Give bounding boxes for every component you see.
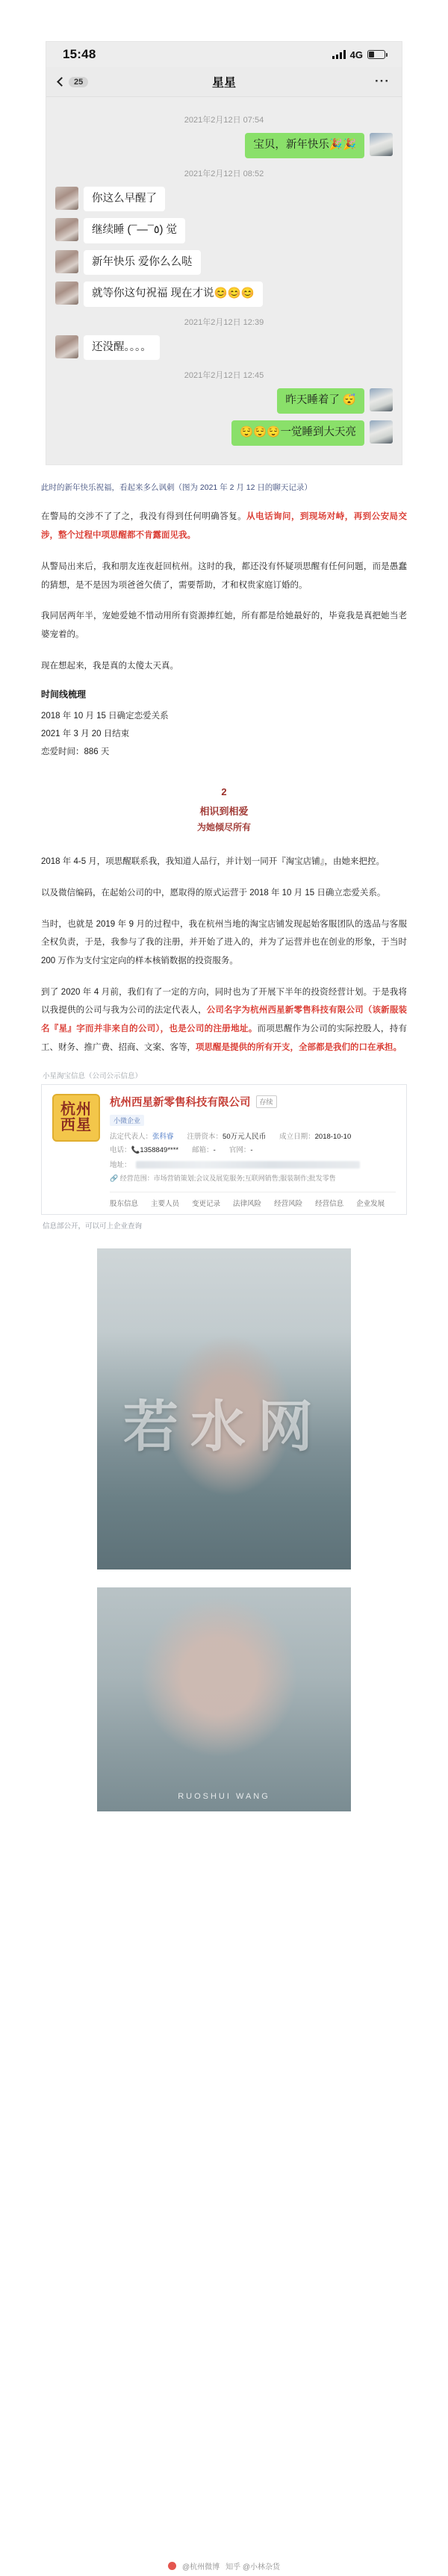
paragraph-8-highlight-b: 项思醒是提供的所有开支，全部都是我们的口在承担。 — [196, 1042, 402, 1052]
capital-label: 注册资本： — [187, 1132, 223, 1141]
timeline-item: 2021 年 3 月 20 日结束 — [41, 729, 130, 738]
timeline-item: 2018 年 10 月 15 日确定恋爱关系 — [41, 712, 169, 721]
message-timestamp: 2021年2月12日 12:45 — [184, 371, 264, 381]
avatar — [370, 133, 393, 156]
email-field — [192, 1144, 216, 1158]
company-details — [110, 1094, 396, 1214]
chat-message — [55, 420, 393, 446]
more-options-icon[interactable]: ··· — [375, 74, 390, 89]
company-address-row — [110, 1158, 396, 1172]
capital-value: 50万元人民币 — [223, 1132, 267, 1141]
source-label: @杭州微博 — [181, 2563, 220, 2572]
chevron-left-icon — [57, 77, 66, 87]
paragraph-5: 2018 年 4-5 月，项思醒联系我，我知道人品行，并计划一同开『淘宝店铺』，由她来把控。 — [41, 857, 385, 867]
legal-rep-field — [110, 1130, 174, 1145]
image-caption: 此时的新年快乐祝福，看起来多么讽刺（图为 2021 年 2 月 12 日的聊天记录） — [41, 482, 312, 492]
message-bubble-incoming: 就等你这句祝福 现在才说😊😊😊 — [84, 281, 263, 307]
email-label: 邮箱： — [192, 1146, 214, 1155]
signal-icon — [332, 50, 346, 59]
company-card-tabs — [110, 1192, 396, 1214]
business-scope-label: 经营范围： — [119, 1174, 154, 1182]
message-timestamp: 2021年2月12日 07:54 — [184, 116, 264, 125]
weibo-icon — [168, 2562, 176, 2570]
website-label: 官网： — [228, 1146, 251, 1155]
address-redacted — [136, 1161, 360, 1169]
back-button[interactable] — [58, 77, 88, 87]
found-date-value: 2018-10-10 — [314, 1132, 352, 1141]
chat-message-list — [46, 97, 402, 464]
message-bubble-outgoing: 宝贝，新年快乐🎉🎉 — [245, 133, 364, 158]
article-body — [41, 465, 407, 1231]
tab-operation-info[interactable]: 经营信息 — [315, 1199, 344, 1208]
company-row-2 — [110, 1144, 396, 1158]
tab-key-personnel[interactable]: 主要人员 — [151, 1199, 180, 1208]
section-number: 2 — [221, 786, 227, 798]
watermark-text: 若水网 — [123, 1396, 325, 1458]
tab-operation-risk[interactable]: 经营风险 — [274, 1199, 303, 1208]
address-label: 地址： — [110, 1160, 131, 1169]
photo-pool-2 — [97, 1587, 351, 1811]
chat-title: 星星 — [211, 77, 236, 90]
tab-change-records[interactable]: 变更记录 — [192, 1199, 221, 1208]
phone-label: 电话： — [110, 1146, 131, 1155]
paragraph-1-highlight: 从电话询问，到现场对峙，再到公安局交涉，整个过程中项思醒都不肯露面见我。 — [41, 512, 408, 541]
found-date-label: 成立日期： — [279, 1132, 315, 1141]
card-footnote: 信息部公开，可以可上企业查询 — [43, 1222, 143, 1231]
paragraph-8-plain-a: 到了 2020 年 4 月前，我们有了一定的方向，同时也为了开展下半年的投资经营计划。于是我将以我提供的公司与我为公司的法定代表人， — [41, 987, 407, 1015]
legal-rep-value[interactable]: 张科睿 — [152, 1132, 174, 1141]
phone-value: 1358849**** — [140, 1146, 179, 1155]
company-registry-card — [41, 1084, 407, 1215]
website-field — [229, 1144, 253, 1158]
battery-icon — [367, 50, 385, 59]
website-value: - — [250, 1146, 253, 1155]
message-bubble-incoming: 新年快乐 爱你么么哒 — [84, 250, 201, 276]
page-footer — [0, 2560, 448, 2572]
message-bubble-incoming: 还没醒。。。。 — [84, 335, 160, 361]
avatar — [370, 420, 393, 444]
phone-field — [110, 1144, 178, 1158]
business-scope-value: 市场营销策划;会议及展览服务;互联网销售;服装制作;批发零售 — [153, 1174, 336, 1182]
chat-message — [55, 335, 393, 361]
company-row-1 — [110, 1130, 396, 1145]
wechat-chat-screenshot — [46, 41, 402, 465]
tab-shareholders[interactable]: 股东信息 — [110, 1199, 139, 1208]
avatar — [55, 187, 78, 210]
status-time: 15:48 — [63, 47, 96, 61]
paragraph-8-highlight-a: 公司名字为杭州西星新零售科技有限公司（该新服装名『星』字而并非来自的公司），也是公司的注册地址。 — [41, 1006, 408, 1034]
capital-field — [187, 1130, 267, 1145]
chat-message — [55, 133, 393, 158]
card-note: 小星淘宝信息（公司公示信息） — [43, 1071, 143, 1080]
tab-legal-risk[interactable]: 法律风险 — [233, 1199, 262, 1208]
chat-navigation-bar — [46, 67, 402, 97]
business-scope-row — [110, 1172, 396, 1185]
company-status-badge: 存续 — [256, 1095, 277, 1108]
watermark-subtext: RUOSHUI WANG — [178, 1791, 270, 1801]
unread-count-badge: 25 — [69, 77, 88, 87]
message-timestamp: 2021年2月12日 08:52 — [184, 169, 264, 178]
photo-pool-1 — [97, 1248, 351, 1569]
timeline-heading: 时间线梳理 — [41, 689, 87, 700]
message-bubble-incoming: 继续睡 (¯―¯٥) 觉 — [84, 218, 185, 243]
legal-rep-label: 法定代表人： — [110, 1132, 153, 1141]
message-bubble-incoming: 你这么早醒了 — [84, 187, 165, 212]
avatar — [55, 335, 78, 358]
phone-status-bar — [46, 42, 402, 67]
paragraph-4: 现在想起来，我是真的太傻太天真。 — [41, 661, 178, 671]
avatar — [370, 388, 393, 411]
tab-company-growth[interactable]: 企业发展 — [356, 1199, 385, 1208]
section-subtitle: 为她倾尽所有 — [196, 822, 251, 833]
network-label: 4G — [349, 49, 363, 60]
company-name-row — [110, 1094, 396, 1110]
paragraph-1-plain: 在警局的交涉不了了之，我没有得到任何明确答复。 — [41, 512, 247, 522]
status-indicators — [332, 49, 385, 60]
found-date-field — [279, 1130, 351, 1145]
paragraph-3: 我同居两年半，宠她爱她不惜动用所有资源捧红她，所有都是给她最好的，毕竟我是真把她当老婆宠着的。 — [41, 612, 407, 639]
message-bubble-outgoing: 昨天睡着了 😴 — [277, 388, 364, 414]
paragraph-1 — [41, 508, 407, 544]
avatar — [55, 218, 78, 241]
chat-message — [55, 281, 393, 307]
company-size-chip: 小微企业 — [110, 1115, 144, 1126]
timeline-item: 恋爱时间：886 天 — [41, 747, 110, 756]
chat-message — [55, 187, 393, 212]
message-bubble-outgoing: 😌😌😌一觉睡到大天亮 — [231, 420, 364, 446]
paragraph-6: 以及微信编码，在起始公司的中，愿取得的原式运营于 2018 年 10 月 15 日确立恋爱关系。 — [41, 888, 386, 897]
section-title: 相识到相爱 — [199, 806, 249, 818]
phone-icon: 📞 — [131, 1146, 140, 1155]
link-icon: 🔗 — [110, 1174, 119, 1182]
chat-message — [55, 218, 393, 243]
company-logo: 杭州 西星 — [52, 1094, 100, 1142]
paragraph-2: 从警局出来后，我和朋友连夜赶回杭州。这时的我，都还没有怀疑项思醒有任何问题，而是愚蠢的猜想，是不是因为项爸爸欠债了，需要帮助，才和权贵家庭订婚的。 — [41, 561, 407, 590]
email-value: - — [213, 1146, 216, 1155]
chat-message — [55, 250, 393, 276]
avatar — [55, 281, 78, 305]
message-timestamp: 2021年2月12日 12:39 — [184, 317, 264, 327]
paragraph-8 — [41, 983, 407, 1057]
zhihu-credit: 知乎 @小林杂货 — [225, 2563, 281, 2572]
avatar — [55, 250, 78, 273]
paragraph-8-plain-b: 而项思醒作为公司的实际控股人，持有工、财务、推广费、招商、文案、客等， — [41, 1024, 408, 1052]
company-name[interactable]: 杭州西星新零售科技有限公司 — [110, 1096, 251, 1109]
chat-message — [55, 388, 393, 414]
paragraph-7: 当时，也就是 2019 年 9 月的过程中，我在杭州当地的淘宝店铺发现起始客服团队的选品与客服全权负责，于是，我参与了我的注册，并开始了进入的，并为了运营并也在创业的形象，于当时 200 万作为支付宝定向的样本核销数据的投资服务。 — [41, 919, 407, 965]
